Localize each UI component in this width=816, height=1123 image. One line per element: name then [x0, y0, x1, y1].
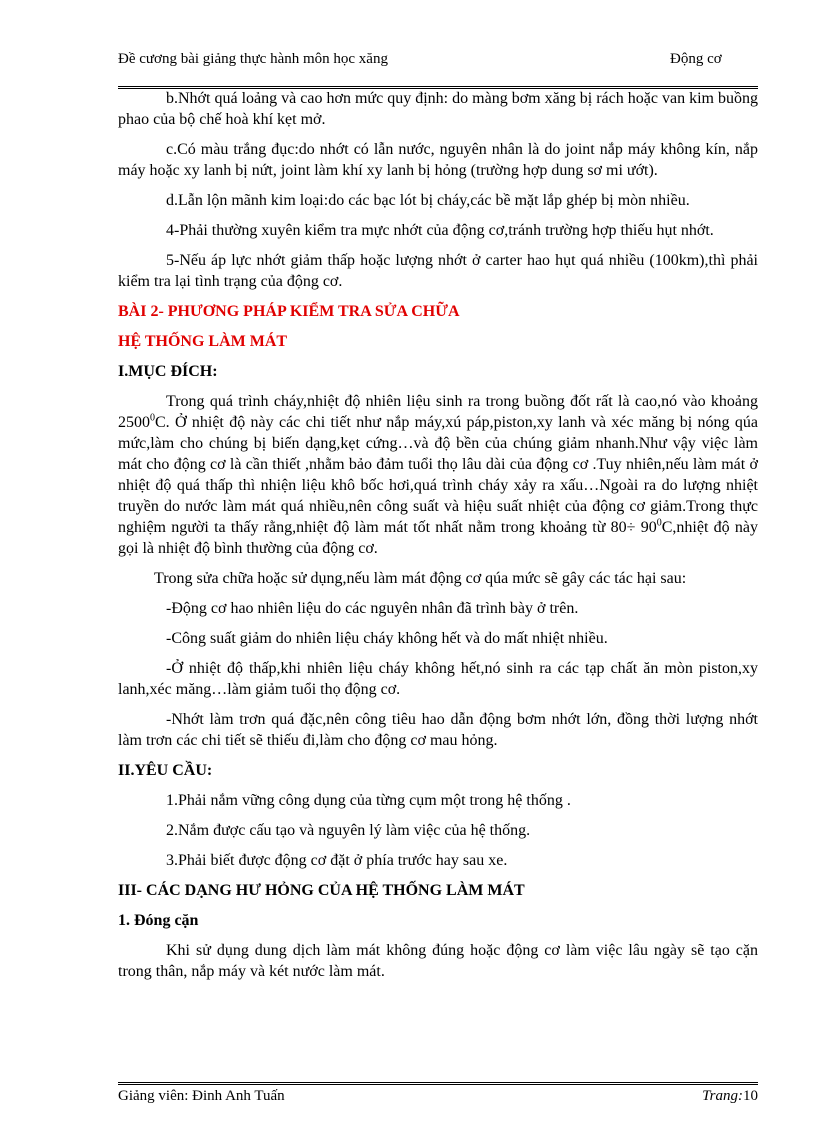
section-heading-requirements: II.YÊU CẦU:: [118, 762, 213, 779]
paragraph: 5-Nếu áp lực nhớt giảm thấp hoặc lượng nhớt ở carter hao hụt quá nhiều (100km),thì phải kiểm tra lại tình trạng của động cơ.: [118, 252, 758, 290]
superscript: 0: [150, 412, 155, 424]
paragraph-purpose: [118, 391, 758, 559]
text-run: Trong quá trình cháy,nhiệt độ nhiên liệu sinh ra trong buồng đốt rất là cao,nó vào khoảng 2500: [118, 393, 758, 431]
list-item: -Động cơ hao nhiên liệu do các nguyên nhân đã trình bày ở trên.: [166, 600, 579, 617]
text-run: C,nhiệt độ này gọi là nhiệt độ bình thường của động cơ.: [118, 519, 759, 557]
list-item: -Công suất giảm do nhiên liệu cháy không hết và do mất nhiệt nhiều.: [166, 630, 608, 647]
lesson-title: BÀI 2- PHƯƠNG PHÁP KIỂM TRA SỬA CHỮA: [118, 303, 460, 320]
header-left: Đề cương bài giảng thực hành môn học xăng: [118, 51, 388, 67]
section-heading-purpose: I.MỤC ĐÍCH:: [118, 363, 218, 380]
lesson-subtitle: HỆ THỐNG LÀM MÁT: [118, 333, 288, 350]
text-run: C. Ở nhiệt độ này các chi tiết như nắp máy,xú páp,piston,xy lanh và xéc măng bị nóng qúa mức,làm cho chúng bị biến dạng,kẹt cứng…và độ bền của chúng giảm nhanh.Như vậy việc làm mát cho động cơ là cần thiết ,nhằm bảo đảm tuổi thọ lâu dài của động cơ .Tuy nhiên,nếu làm mát ở nhiệt độ quá thấp thì nhiện liệu khô bốc hơi,quá trình cháy xảy ra xấu…Ngoài ra do lượng nhiệt truyền do nước làm mát quá nhiều,nên công suất và hiệu suất nhiệt của động cơ giảm.Trong thực nghiệm người ta thấy rằng,nhiệt độ làm mát tốt nhất nằm trong khoảng từ 80÷ 90: [118, 414, 758, 536]
footer-page: [702, 1087, 758, 1105]
list-item: 1.Phải nắm vững công dụng của từng cụm một trong hệ thống .: [166, 792, 571, 809]
header-right: Động cơ: [670, 51, 722, 67]
page-number: 10: [743, 1088, 758, 1104]
header-rule: [118, 86, 758, 87]
page-content: [118, 88, 758, 991]
list-item: 3.Phải biết được động cơ đặt ở phía trước hay sau xe.: [166, 852, 508, 869]
page-label: Trang:: [702, 1088, 743, 1104]
footer-rule: [118, 1082, 758, 1083]
list-item: 2.Nắm được cấu tạo và nguyên lý làm việc của hệ thống.: [166, 822, 531, 839]
superscript: 0: [656, 517, 662, 529]
paragraph: Trong sửa chữa hoặc sử dụng,nếu làm mát động cơ qúa mức sẽ gây các tác hại sau:: [154, 570, 687, 587]
paragraph: b.Nhớt quá loảng và cao hơn mức quy định: do màng bơm xăng bị rách hoặc van kim buồng phao của bộ chế hoà khí kẹt mở.: [118, 90, 758, 128]
section-heading-failures: III- CÁC DẠNG HƯ HỎNG CỦA HỆ THỐNG LÀM MÁT: [118, 882, 525, 899]
list-item: -Ở nhiệt độ thấp,khi nhiên liệu cháy không hết,nó sinh ra các tạp chất ăn mòn piston,xy lanh,xéc măng…làm giảm tuổi thọ động cơ.: [118, 660, 758, 698]
subsection-heading: 1. Đóng cặn: [118, 912, 199, 929]
list-item: -Nhớt làm trơn quá đặc,nên công tiêu hao dẫn động bơm nhớt lớn, đồng thời lượng nhớt làm trơn các chi tiết sẽ thiếu đi,làm cho động cơ mau hỏng.: [118, 711, 758, 749]
paragraph: 4-Phải thường xuyên kiểm tra mực nhớt của động cơ,tránh trường hợp thiếu hụt nhớt.: [166, 222, 714, 239]
footer-rule-2: [118, 1084, 758, 1085]
footer-author: Giảng viên: Đinh Anh Tuấn: [118, 1088, 285, 1104]
paragraph: Khi sử dụng dung dịch làm mát không đúng hoặc động cơ làm việc lâu ngày sẽ tạo cặn trong thân, nắp máy và két nước làm mát.: [118, 942, 758, 980]
paragraph: c.Có màu trắng đục:do nhớt có lẫn nước, nguyên nhân là do joint nắp máy không kín, nắp máy hoặc xy lanh bị nứt, joint làm khí xy lanh bị hỏng (trường hợp dung sơ mi ướt).: [118, 141, 758, 179]
paragraph: d.Lẫn lộn mãnh kim loại:do các bạc lót bị cháy,các bề mặt lắp ghép bị mòn nhiều.: [166, 192, 690, 209]
